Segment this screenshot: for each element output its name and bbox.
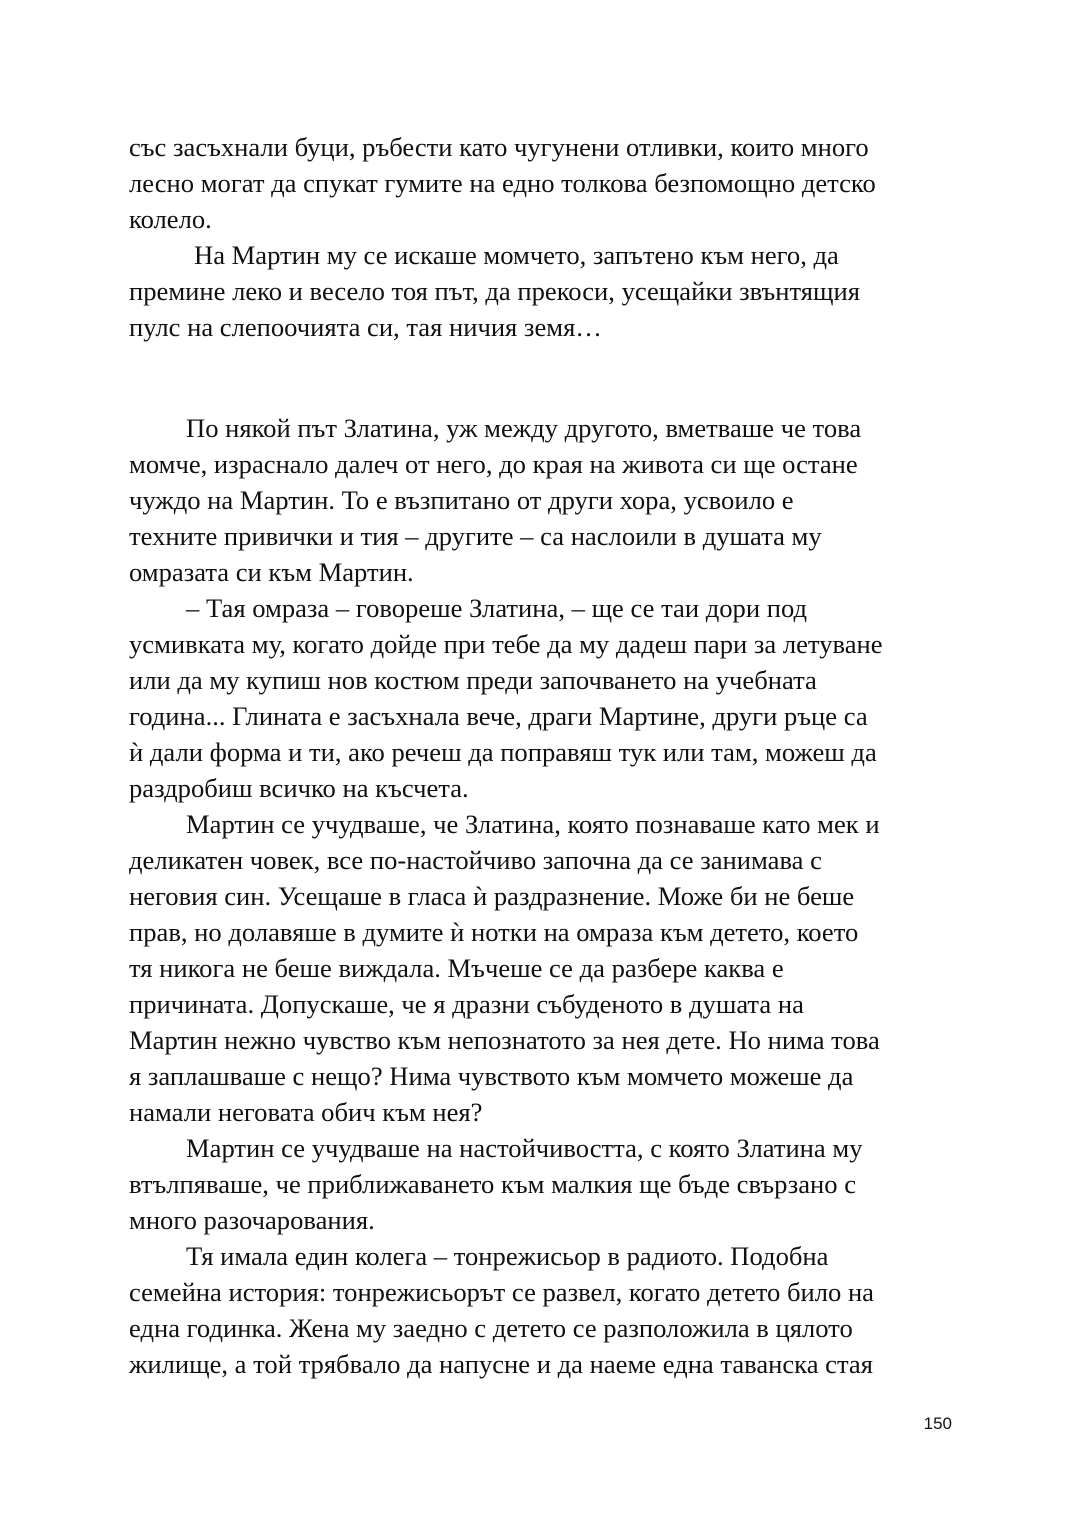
text-line: тя никога не беше виждала. Мъчеше се да разбере каква е [129,953,784,983]
text-line: една годинка. Жена му заедно с детето се разположила в цялото [129,1313,853,1343]
text-line: момче, израснало далеч от него, до края на живота си ще остане [129,449,858,479]
text-line: причината. Допускаше, че я дразни събуденото в душата на [129,989,804,1019]
text-line: или да му купиш нов костюм преди започването на учебната [129,665,817,695]
text-line: жилище, а той трябвало да напусне и да наеме една таванска стая [129,1349,873,1379]
text-line: семейна история: тонрежисьорът се развел, когато детето било на [129,1277,874,1307]
text-line: раздробиш всичко на късчета. [129,773,469,803]
text-line: По някой път Златина, уж между другото, вметваше че това [186,413,862,443]
text-line: деликатен човек, все по-настойчиво започна да се занимава с [129,845,822,875]
text-line: техните привички и тия – другите – са наслоили в душата му [129,521,822,551]
text-line: чуждо на Мартин. То е възпитано от други хора, усвоило е [129,485,794,515]
text-line: Тя имала един колега – тонрежисьор в радиото. Подобна [186,1241,829,1271]
text-line: пулс на слепоочията си, тая ничия земя… [129,312,602,342]
text-line: Мартин се учудваше на настойчивостта, с която Златина му [186,1133,863,1163]
text-line: ѝ дали форма и ти, ако речеш да поправяш тук или там, можеш да [129,737,877,767]
text-line: – Тая омраза – говореше Златина, – ще се таи дори под [186,593,808,623]
text-line: година... Глината е засъхнала вече, драги Мартине, други ръце са [129,701,868,731]
text-line: много разочарования. [129,1205,375,1235]
text-line: омразата си към Мартин. [129,557,414,587]
text-line: лесно могат да спукат гумите на едно толкова безпомощно детско [129,168,876,198]
text-line: намали неговата обич към нея? [129,1097,483,1127]
text-line: усмивката му, когато дойде при тебе да му дадеш пари за летуване [129,629,883,659]
text-line: Мартин нежно чувство към непознатото за нея дете. Но нима това [129,1025,880,1055]
page-number: 150 [923,1414,952,1433]
text-line: втълпяваше, че приближаването към малкия ще бъде свързано с [129,1169,857,1199]
text-line: колело. [129,204,212,234]
text-line: я заплашваше с нещо? Нима чувството към момчето можеше да [129,1061,854,1091]
text-line: На Мартин му се искаше момчето, запътено към него, да [194,240,839,270]
text-line: прав, но долавяше в думите ѝ нотки на омраза към детето, което [129,917,859,947]
text-line: със засъхнали буци, ръбести като чугунени отливки, които много [129,132,869,162]
text-line: премине леко и весело тоя път, да прекоси, усещайки звънтящия [129,276,860,306]
text-line: Мартин се учудваше, че Златина, която познаваше като мек и [186,809,880,839]
text-line: неговия син. Усещаше в гласа ѝ раздразнение. Може би не беше [129,881,855,911]
